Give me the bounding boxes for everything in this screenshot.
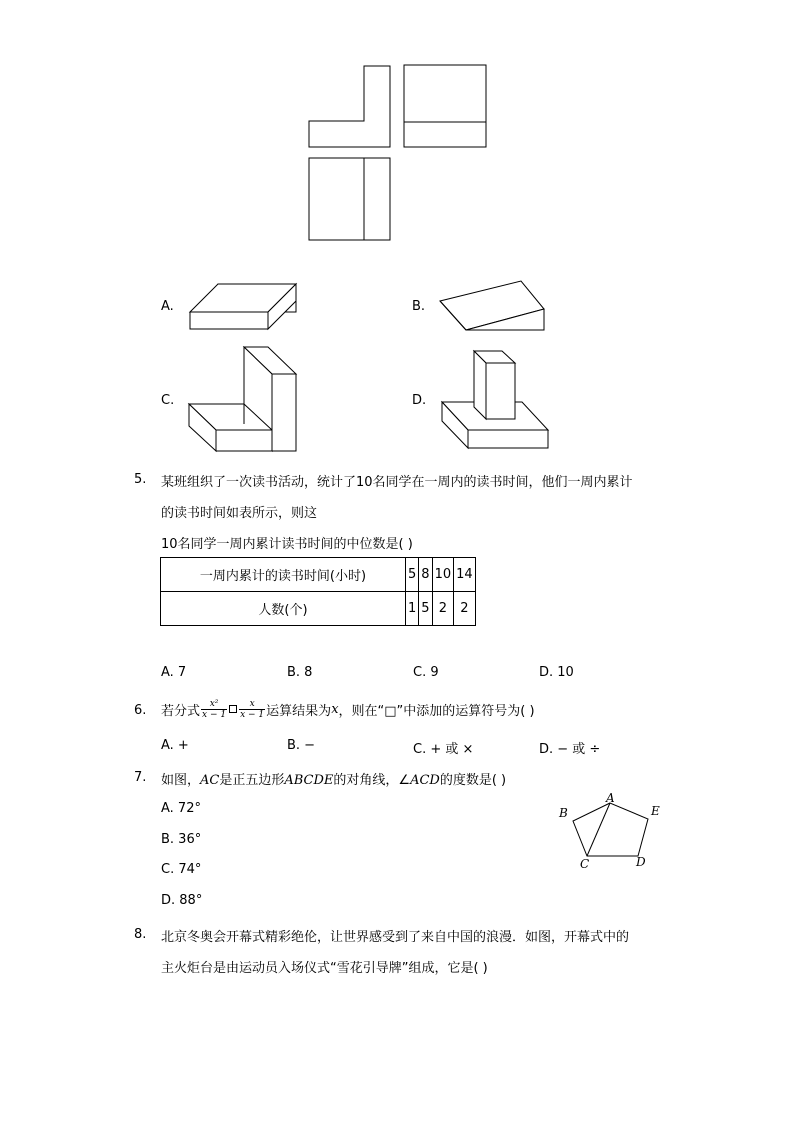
option-b-label[interactable]: B. <box>412 299 426 314</box>
q7-option-a[interactable]: A. 72° <box>161 801 201 816</box>
pentagon-figure <box>553 792 668 872</box>
q8-text-line2: 主火炬台是由运动员入场仪式“雪花引导牌”组成，它是( ) <box>161 961 488 976</box>
q8-number: 8. <box>134 927 147 942</box>
fraction-numerator: x² <box>201 699 227 710</box>
table-row-label: 人数(个) <box>161 592 406 626</box>
operator-box-icon <box>229 705 237 713</box>
vertex-label-b: B <box>559 806 568 820</box>
q6-fraction-1 <box>201 699 227 720</box>
q7-text-part: 的度数是( ) <box>439 773 507 788</box>
option-b-wedge-figure[interactable] <box>436 279 551 335</box>
q6-middle: 运算结果为 <box>266 703 332 719</box>
table-header-row <box>161 558 476 592</box>
q7-number: 7. <box>134 770 147 785</box>
table-cell: 14 <box>454 558 476 592</box>
table-cell: 5 <box>406 558 419 592</box>
table-cell: 8 <box>419 558 432 592</box>
q7-text-part: 如图， <box>161 773 201 788</box>
three-views-figure <box>300 58 500 248</box>
option-d-block-figure[interactable] <box>436 346 554 454</box>
fraction-numerator: x <box>239 699 265 710</box>
q7-text <box>161 769 506 788</box>
q5-option-a[interactable]: A. 7 <box>161 665 187 680</box>
pentagon-shape <box>573 803 648 856</box>
q7-math-abcde: ABCDE <box>284 773 334 788</box>
fraction-denominator: x − 1 <box>202 709 227 720</box>
diagonal-ac <box>587 803 610 856</box>
table-cell: 5 <box>419 592 432 626</box>
q5-option-c[interactable]: C. 9 <box>413 665 439 680</box>
q6-fraction-2 <box>239 699 265 720</box>
q6-option-b[interactable]: B. − <box>287 738 316 753</box>
q5-number: 5. <box>134 472 147 487</box>
table-cell: 2 <box>454 592 476 626</box>
q6-variable: x <box>331 701 339 717</box>
q7-math-ac: AC <box>200 773 220 788</box>
vertex-label-a: A <box>606 792 615 805</box>
option-d-label[interactable]: D. <box>412 393 427 408</box>
q7-text-part: 的对角线，∠ <box>333 773 411 788</box>
q6-text <box>161 694 535 724</box>
q7-text-part: 是正五边形 <box>219 773 285 788</box>
q7-option-c[interactable]: C. 74° <box>161 862 202 877</box>
q6-suffix: ，则在“□”中添加的运算符号为( ) <box>338 703 535 719</box>
vertex-label-d: D <box>636 855 646 869</box>
q6-prefix: 若分式 <box>161 703 201 719</box>
q5-option-b[interactable]: B. 8 <box>287 665 313 680</box>
top-view-shape <box>309 158 390 240</box>
q5-text-line1: 某班组织了一次读书活动，统计了10名同学在一周内的读书时间，他们一周内累计 <box>161 475 633 490</box>
option-a-label[interactable]: A. <box>161 299 174 314</box>
table-cell: 2 <box>432 592 454 626</box>
q6-option-c[interactable]: C. + 或 × <box>413 742 474 757</box>
table-data-row <box>161 592 476 626</box>
table-header-label: 一周内累计的读书时间(小时) <box>161 558 406 592</box>
vertex-label-c: C <box>580 857 590 871</box>
q7-math-acd: ACD <box>410 773 440 788</box>
q6-option-a[interactable]: A. + <box>161 738 189 753</box>
q7-option-d[interactable]: D. 88° <box>161 893 203 908</box>
side-view-shape <box>404 65 486 147</box>
q5-text-line2: 的读书时间如表所示，则这 <box>161 506 318 521</box>
fraction-denominator: x − 1 <box>240 709 265 720</box>
option-c-label[interactable]: C. <box>161 393 175 408</box>
q8-text-line1: 北京冬奥会开幕式精彩绝伦，让世界感受到了来自中国的浪漫．如图，开幕式中的 <box>161 930 630 945</box>
table-cell: 1 <box>406 592 419 626</box>
option-c-lshape-figure[interactable] <box>186 344 301 456</box>
q7-option-b[interactable]: B. 36° <box>161 832 202 847</box>
q5-option-d[interactable]: D. 10 <box>539 665 574 680</box>
table-cell: 10 <box>432 558 454 592</box>
reading-time-table <box>160 557 476 626</box>
front-view-shape <box>309 66 390 147</box>
vertex-label-e: E <box>651 804 660 818</box>
q6-number: 6. <box>134 703 147 718</box>
q5-text-line3: 10名同学一周内累计读书时间的中位数是( ) <box>161 537 413 552</box>
option-a-solid-figure[interactable] <box>186 282 301 334</box>
q6-option-d[interactable]: D. − 或 ÷ <box>539 742 601 757</box>
